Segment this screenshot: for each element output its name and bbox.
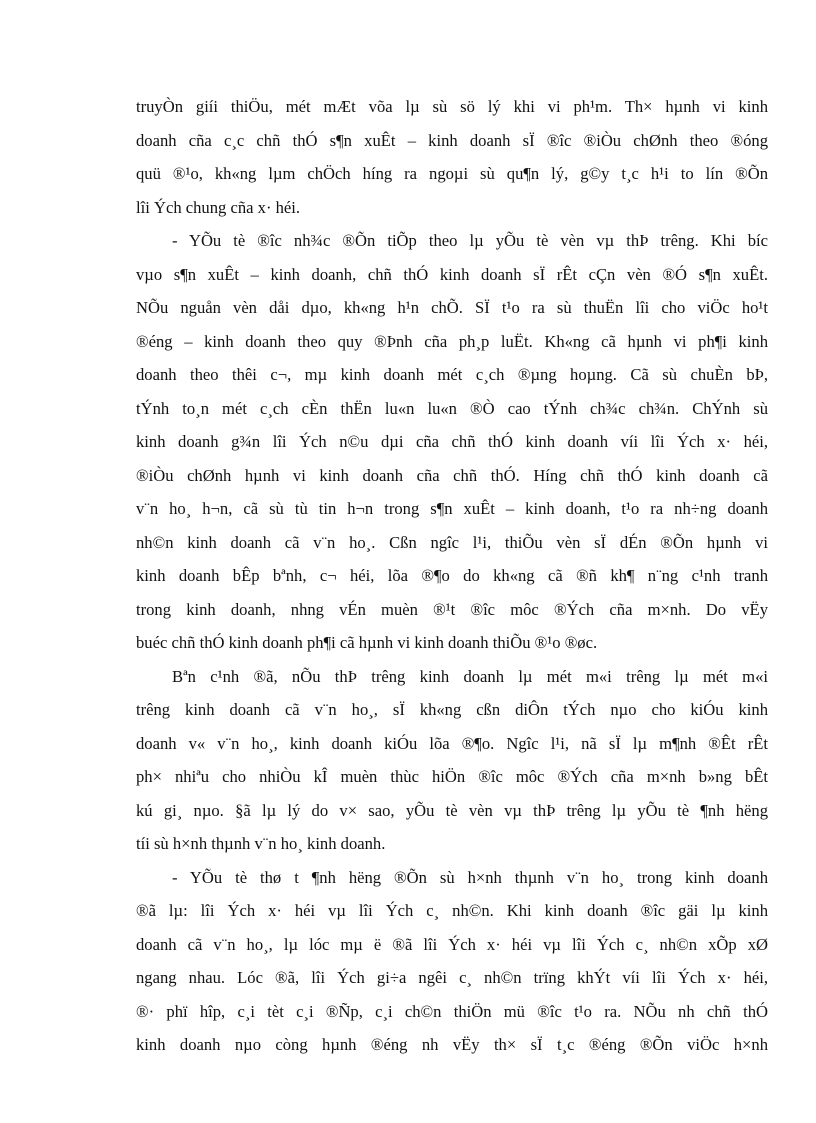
text-line: v¨n ho¸ h¬n, cã sù tù tin h¬n trong s¶n xuÊt – kinh doanh, t¹o ra nh÷ng doanh <box>136 499 768 518</box>
text-line: doanh theo thêi c¬, mµ kinh doanh mét c¸ch ®µng hoµng. Cã sù chuÈn bÞ, <box>136 365 768 384</box>
text-line: kinh doanh g¾n lîi Ých n©u dµi cña chñ thÓ kinh doanh víi lîi Ých x· héi, <box>136 432 768 451</box>
text-line: ®éng – kinh doanh theo quy ®Þnh cña ph¸p luËt. Kh«ng cã hµnh vi ph¶i kinh <box>136 331 768 351</box>
text-line: trêng kinh doanh cã v¨n ho¸, sÏ kh«ng cßn diÔn tÝch nµo cho kiÓu kinh <box>136 700 768 719</box>
text-line: ph× nhiªu cho nhiÒu kÎ muèn thùc hiÖn ®îc môc ®Ých cña m×nh b»ng bÊt <box>136 767 768 786</box>
text-line: doanh cã v¨n ho¸, lµ lóc mµ ë ®ã lîi Ých x· héi vµ lîi Ých c¸ nh©n xÕp xØ <box>136 934 768 954</box>
text-line: trong kinh doanh, nhng vÉn muèn ®¹t ®îc môc ®Ých cña m×nh. Do vËy <box>136 599 768 619</box>
body-text <box>136 90 768 1062</box>
text-line: lîi Ých chung cña x· héi. <box>136 197 301 217</box>
text-line: kinh doanh nµo còng hµnh ®éng nh vËy th× sÏ t¸c ®éng ®Õn viÖc h×nh <box>136 1035 768 1054</box>
text-line: tÝnh to¸n mét c¸ch cÈn thËn lu«n lu«n ®Ò cao tÝnh ch¾c ch¾n. ChÝnh sù <box>136 398 768 418</box>
text-line: doanh v« v¨n ho¸, kinh doanh kiÓu lõa ®¶o. Ngîc l¹i, nã sÏ lµ m¶nh ®Êt rÊt <box>136 733 768 753</box>
text-line: nh©n kinh doanh cã v¨n ho¸. Cßn ngîc l¹i, thiÕu vèn sÏ dÉn ®Õn hµnh vi <box>136 532 768 552</box>
text-line: doanh cña c¸c chñ thÓ s¶n xuÊt – kinh doanh sÏ ®îc ®iÒu chØnh theo ®óng <box>136 130 768 150</box>
text-line: vµo s¶n xuÊt – kinh doanh, chñ thÓ kinh doanh sÏ rÊt cÇn vèn ®Ó s¶n xuÊt. <box>136 264 768 284</box>
text-line: kú gi¸ nµo. §ã lµ lý do v× sao, yÕu tè vèn vµ thÞ trêng lµ yÕu tè ¶nh hëng <box>136 800 768 820</box>
text-line: truyÒn giíi thiÖu, mét mÆt võa lµ sù sö lý khi vi ph¹m. Th× hµnh vi kinh <box>136 97 768 116</box>
text-line: kinh doanh bÊp bªnh, c¬ héi, lõa ®¶o do kh«ng cã ®ñ kh¶ n¨ng c¹nh tranh <box>136 566 768 585</box>
text-line: ngang nhau. Lóc ®ã, lîi Ých gi÷a ngêi c¸ nh©n trïng khÝt víi lîi Ých x· héi, <box>136 968 768 987</box>
paragraph-first-line: - YÕu tè ®îc nh¾c ®Õn tiÕp theo lµ yÕu tè vèn vµ thÞ trêng. Khi bíc <box>172 231 768 250</box>
paragraph-first-line: - YÕu tè thø t ¶nh hëng ®Õn sù h×nh thµnh v¨n ho¸ trong kinh doanh <box>172 867 768 887</box>
text-line: NÕu nguån vèn dåi dµo, kh«ng h¹n chÕ. SÏ t¹o ra sù thuËn lîi cho viÖc ho¹t <box>136 298 768 317</box>
text-line: tíi sù h×nh thµnh v¨n ho¸ kinh doanh. <box>136 834 386 853</box>
text-line: ®· phï hîp, c¸i tèt c¸i ®Ñp, c¸i ch©n thiÖn mü ®îc t¹o ra. NÕu nh chñ thÓ <box>136 1001 768 1021</box>
text-line: ®ã lµ: lîi Ých x· héi vµ lîi Ých c¸ nh©n. Khi kinh doanh ®îc gäi lµ kinh <box>136 901 768 920</box>
text-line: ®iÒu chØnh hµnh vi kinh doanh cña chñ thÓ. Híng chñ thÓ kinh doanh cã <box>136 465 768 485</box>
text-line: quü ®¹o, kh«ng lµm chÖch híng ra ngoµi sù qu¶n lý, g©y t¸c h¹i to lín ®Õn <box>136 164 768 183</box>
paragraph-first-line: Bªn c¹nh ®ã, nÕu thÞ trêng kinh doanh lµ mét m«i trêng lµ mét m«i <box>172 666 768 686</box>
text-line: buéc chñ thÓ kinh doanh ph¶i cã hµnh vi kinh doanh thiÕu ®¹o ®øc. <box>136 633 598 652</box>
